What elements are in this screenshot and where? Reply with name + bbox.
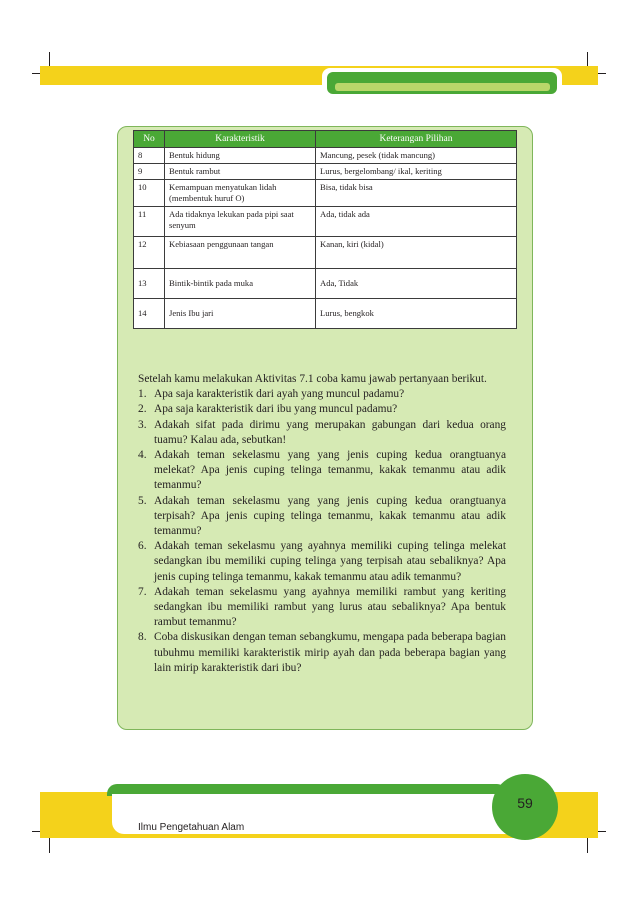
question-number: 2. bbox=[138, 403, 147, 416]
cell-keterangan: Lurus, bergelombang/ ikal, keriting bbox=[316, 164, 517, 180]
list-item bbox=[138, 402, 506, 417]
table-row bbox=[134, 207, 517, 237]
question-text: Apa saja karakteristik dari ayah yang muncul padamu? bbox=[154, 388, 405, 401]
cell-karakteristik: Jenis Ibu jari bbox=[165, 299, 316, 329]
table-row bbox=[134, 269, 517, 299]
cell-karakteristik: Ada tidaknya lekukan pada pipi saat senyum bbox=[165, 207, 316, 237]
question-number: 7. bbox=[138, 585, 147, 598]
question-text: Adakah teman sekelasmu yang yang jenis cuping kedua orangtuanya melekat? Apa jenis cuping telinga temanmu, kakak temanmu atau adik temanmu? bbox=[154, 449, 506, 492]
list-item bbox=[138, 418, 506, 448]
question-text: Adakah teman sekelasmu yang yang jenis cuping kedua orangtuanya terpisah? Apa jenis cuping telinga temanmu, kakak temanmu atau adik temanmu? bbox=[154, 494, 506, 538]
table-row bbox=[134, 164, 517, 180]
table-row bbox=[134, 299, 517, 329]
question-text: Apa saja karakteristik dari ibu yang muncul padamu? bbox=[154, 403, 398, 416]
cell-keterangan: Ada, tidak ada bbox=[316, 207, 517, 237]
list-item bbox=[138, 585, 506, 631]
question-number: 6. bbox=[138, 540, 147, 553]
question-list bbox=[138, 387, 506, 676]
column-header-karakteristik: Karakteristik bbox=[165, 131, 316, 148]
table-row bbox=[134, 180, 517, 207]
cell-karakteristik: Bintik-bintik pada muka bbox=[165, 269, 316, 299]
question-number: 4. bbox=[138, 449, 147, 462]
column-header-no: No bbox=[134, 131, 165, 148]
list-item bbox=[138, 630, 506, 676]
question-text: Coba diskusikan dengan teman sebangkumu, mengapa pada beberapa bagian tubuhmu memiliki karakteristik mirip ayah dan pada beberapa bagian yang lain mirip karakteristik dari ibu? bbox=[154, 631, 506, 674]
cell-keterangan: Mancung, pesek (tidak mancung) bbox=[316, 148, 517, 164]
cell-no: 10 bbox=[134, 180, 165, 207]
question-text: Adakah teman sekelasmu yang ayahnya memiliki cuping telinga melekat sedangkan ibu memiliki cuping telinga yang terpisah atau sebaliknya? Apa jenis cuping telinga temanmu, kakak temanmu atau adik temanmu? bbox=[154, 540, 506, 583]
footer-subject: Ilmu Pengetahuan Alam bbox=[138, 822, 245, 833]
intro-paragraph: Setelah kamu melakukan Aktivitas 7.1 coba kamu jawab pertanyaan berikut. bbox=[138, 373, 487, 385]
cell-keterangan: Lurus, bengkok bbox=[316, 299, 517, 329]
cell-no: 14 bbox=[134, 299, 165, 329]
table-row bbox=[134, 148, 517, 164]
cell-karakteristik: Bentuk rambut bbox=[165, 164, 316, 180]
column-header-keterangan: Keterangan Pilihan bbox=[316, 131, 517, 148]
cell-karakteristik: Kebiasaan penggunaan tangan bbox=[165, 237, 316, 269]
list-item bbox=[138, 448, 506, 494]
question-number: 1. bbox=[138, 388, 147, 401]
header-tab-stripe bbox=[335, 83, 550, 91]
question-number: 8. bbox=[138, 631, 147, 644]
question-number: 5. bbox=[138, 494, 147, 507]
cell-karakteristik: Bentuk hidung bbox=[165, 148, 316, 164]
table-row bbox=[134, 237, 517, 269]
cell-no: 8 bbox=[134, 148, 165, 164]
question-number: 3. bbox=[138, 418, 147, 431]
characteristics-table bbox=[133, 130, 517, 329]
cell-no: 11 bbox=[134, 207, 165, 237]
cell-no: 12 bbox=[134, 237, 165, 269]
cell-no: 9 bbox=[134, 164, 165, 180]
cell-keterangan: Bisa, tidak bisa bbox=[316, 180, 517, 207]
table-header-row bbox=[134, 131, 517, 148]
cell-no: 13 bbox=[134, 269, 165, 299]
cell-keterangan: Ada, Tidak bbox=[316, 269, 517, 299]
cell-keterangan: Kanan, kiri (kidal) bbox=[316, 237, 517, 269]
question-text: Adakah teman sekelasmu yang ayahnya memiliki rambut yang keriting sedangkan ibu memiliki rambut yang lurus atau sebaliknya? Apa bentuk rambut temanmu? bbox=[154, 585, 506, 629]
list-item bbox=[138, 539, 506, 585]
question-section bbox=[138, 372, 506, 676]
question-text: Adakah sifat pada dirimu yang merupakan gabungan dari kedua orang tuamu? Kalau ada, sebutkan! bbox=[154, 418, 506, 446]
cell-karakteristik: Kemampuan menyatukan lidah (membentuk huruf O) bbox=[165, 180, 316, 207]
list-item bbox=[138, 387, 506, 402]
list-item bbox=[138, 494, 506, 540]
page-number: 59 bbox=[517, 795, 533, 811]
